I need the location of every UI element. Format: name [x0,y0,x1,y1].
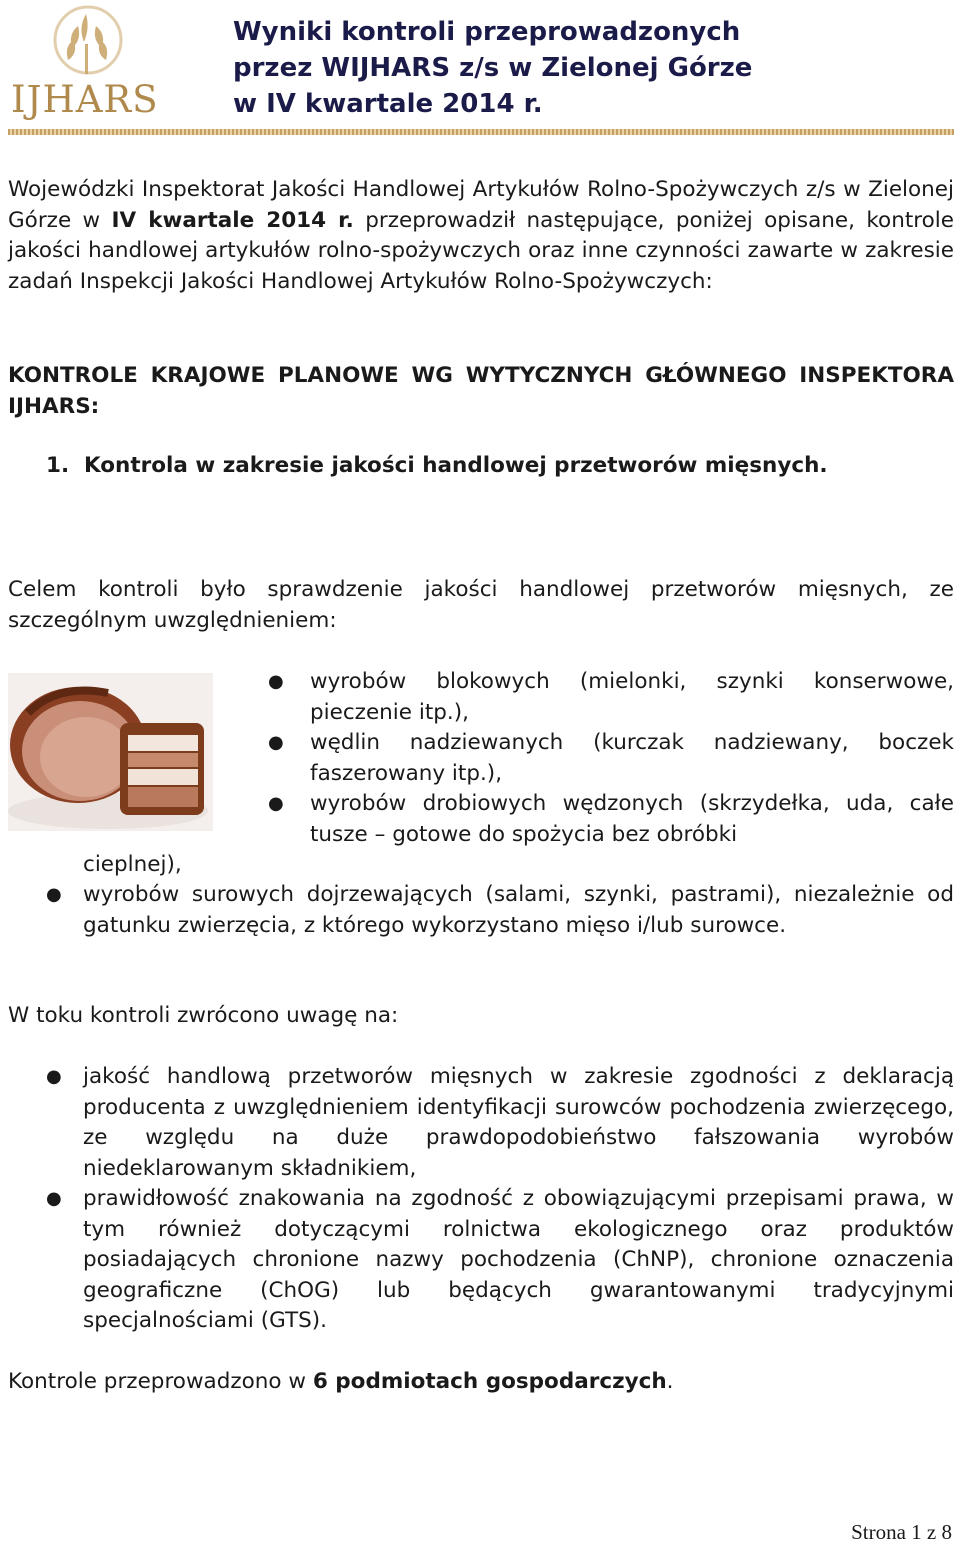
intro-paragraph [8,175,954,297]
subsection-heading [46,450,954,481]
attention-item: prawidłowość znakowania na zgodność z obowiązującymi przepisami prawa, w tym również dotyczącymi rolnictwa ekologicznego oraz produktów posiadających chronione nazwy pochodzenia (ChNP), chronione oznaczenia geograficzne (ChOG) lub będących gwarantowanymi tradycyjnymi specjalnościami (GTS). [83,1186,954,1333]
bullet-icon: ● [268,732,284,753]
summary-text-start: Kontrole przeprowadzono w [8,1369,313,1394]
subsection-title: Kontrola w zakresie jakości handlowej przetworów mięsnych. [84,453,828,478]
bullet-icon: ● [46,1066,62,1087]
section-heading: KONTROLE KRAJOWE PLANOWE WG WYTYCZNYCH GŁÓWNEGO INSPEKTORA IJHARS: [8,363,954,419]
goal-paragraph: Celem kontroli było sprawdzenie jakości handlowej przetworów mięsnych, ze szczególnym uwzględnieniem: [8,577,954,633]
bullet-icon: ● [46,884,62,905]
scope-item: wyrobów blokowych (mielonki, szynki konserwowe, pieczenie itp.), [310,669,954,725]
subsection-number: 1. [46,453,70,478]
title-line: w IV kwartale 2014 r. [233,89,543,119]
summary-count: 6 podmiotach gospodarczych [312,1369,667,1394]
title-line: Wyniki kontroli przeprowadzonych [233,17,741,47]
scope-item: wyrobów drobiowych wędzonych (skrzydełka, uda, całe tusze – gotowe do spożycia bez obróbki [310,791,954,847]
ijhars-logo [8,4,159,121]
header-divider [8,129,954,135]
attention-item: jakość handlową przetworów mięsnych w zakresie zgodności z deklaracją producenta z uwzględnieniem identyfikacji surowców pochodzenia zwierzęcego, ze względu na duże prawdopodobieństwo fałszowania wyrobów niedeklarowanym składnikiem, [83,1064,954,1181]
summary-paragraph [8,1367,954,1398]
page-number: Strona 1 z 8 [851,1520,952,1544]
intro-period: IV kwartale 2014 r. [111,207,354,233]
intro-text-start: Wojewódzki Inspektorat Jakości Handlowej Artykułów Rolno-Spożywczych z/s w Zielonej Górze w [8,177,954,233]
title-line: przez WIJHARS z/s w Zielonej Górze [233,53,753,83]
intro-text-end: przeprowadził następujące, poniżej opisane, kontrole jakości handlowej artykułów rolno-spożywczych oraz inne czynności zawarte w zakresie zadań Inspekcji Jakości Handlowej Artykułów Rolno-Spożywczych: [8,207,954,294]
bullet-icon: ● [268,793,284,814]
document-header [0,0,960,140]
bullet-icon: ● [268,671,284,692]
meat-products-photo [8,673,213,831]
summary-text-end: . [666,1369,674,1394]
scope-item: wyrobów surowych dojrzewających (salami, szynki, pastrami), niezależnie od gatunku zwierzęcia, z którego wykorzystano mięso i/lub surowce. [83,882,954,938]
attention-intro: W toku kontroli zwrócono uwagę na: [8,1003,399,1028]
scope-item-continuation: cieplnej), [83,852,182,877]
logo-text: IJHARS [11,78,159,121]
bullet-icon: ● [46,1188,62,1209]
document-title [233,14,953,122]
scope-item: wędlin nadziewanych (kurczak nadziewany, boczek faszerowany itp.), [310,730,954,786]
